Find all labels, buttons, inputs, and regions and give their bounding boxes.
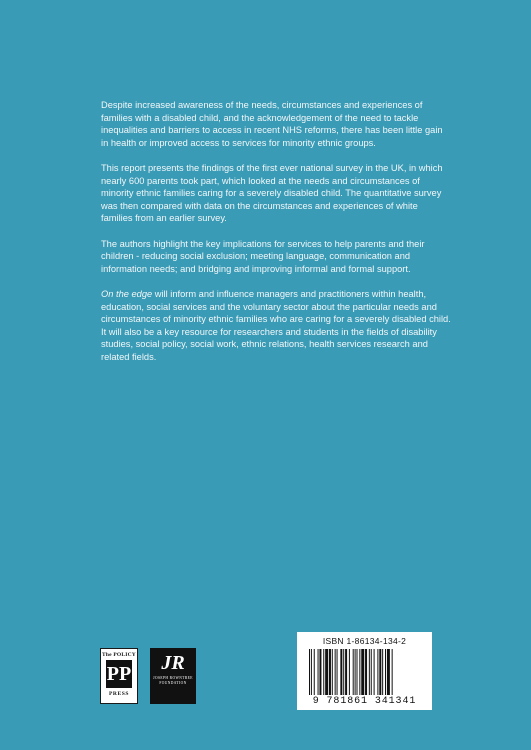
isbn-label: ISBN 1-86134-134-2 xyxy=(322,636,407,646)
barcode-bar xyxy=(365,649,367,695)
barcode-bar xyxy=(323,649,324,695)
barcode-bar xyxy=(377,649,378,695)
policy-press-mark: PP xyxy=(106,660,132,688)
blurb-paragraph-3: The authors highlight the key implications for services to help parents and their children - reducing social exclusion; meeting language, communication and information needs; and bridging and improving informal and formal support. xyxy=(101,238,425,274)
blurb-paragraph-4 xyxy=(101,288,451,364)
barcode-bar xyxy=(355,649,356,695)
barcode-panel xyxy=(297,632,432,710)
blurb-paragraph-1: Despite increased awareness of the needs, circumstances and experiences of families with a disabled child, and the acknowledgement of the need to tackle inequalities and barriers to access in recent NHS reforms, there has been little gain in health or improved access to services for minority ethnic groups. xyxy=(101,100,443,148)
barcode-bar xyxy=(319,649,321,695)
barcode-bar xyxy=(318,649,319,695)
barcode-bar xyxy=(345,649,347,695)
barcode-bar xyxy=(309,649,310,695)
barcode-bar xyxy=(349,649,350,695)
barcode-bar xyxy=(382,649,383,695)
barcode-bar xyxy=(332,649,333,695)
ean-number: 9 781861 341341 xyxy=(312,696,417,707)
barcode-bar xyxy=(357,649,358,695)
barcode-bar xyxy=(343,649,344,695)
barcode-bar xyxy=(387,649,390,695)
barcode-bar xyxy=(385,649,386,695)
jrf-name: JOSEPH ROWNTREE FOUNDATION xyxy=(153,676,193,685)
barcode-bar xyxy=(361,649,364,695)
barcode-bar xyxy=(369,649,370,695)
barcode-bar xyxy=(335,649,336,695)
barcode-bar xyxy=(329,649,331,695)
jrf-mark: JR xyxy=(161,652,185,674)
policy-press-logo-bottom: PRESS xyxy=(108,691,130,697)
barcode-bar xyxy=(371,649,372,695)
barcode-bar xyxy=(314,649,315,695)
barcode-bar xyxy=(359,649,360,695)
barcode-bar xyxy=(374,649,375,695)
policy-press-logo xyxy=(100,648,138,704)
book-title-italic: On the edge xyxy=(101,288,153,299)
joseph-rowntree-foundation-logo xyxy=(150,648,196,704)
barcode-bar xyxy=(337,649,338,695)
barcode-bar xyxy=(392,649,393,695)
barcode-bar xyxy=(340,649,342,695)
barcode-bar xyxy=(379,649,381,695)
blurb-paragraph-2: This report presents the findings of the first ever national survey in the UK, in which nearly 600 parents took part, which looked at the needs and circumstances of minority ethnic families caring for a severely disabled child. The quantitative survey was then compared with data on the circumstances and experiences of white families from an earlier survey. xyxy=(101,162,443,224)
policy-press-logo-top: The POLICY xyxy=(102,652,136,658)
barcode-bar xyxy=(325,649,328,695)
barcode-icon xyxy=(309,649,420,695)
back-cover-blurb xyxy=(101,99,451,376)
barcode-bar xyxy=(353,649,354,695)
barcode-bar xyxy=(311,649,312,695)
blurb-paragraph-4-text: will inform and influence managers and practitioners within health, education, social services and the voluntary sector about the particular needs and circumstances of minority ethnic families who are caring for a severely disabled child. It will also be a key resource for researchers and students in the fields of disability studies, social policy, social work, ethnic relations, health services research and related fields. xyxy=(101,288,451,362)
